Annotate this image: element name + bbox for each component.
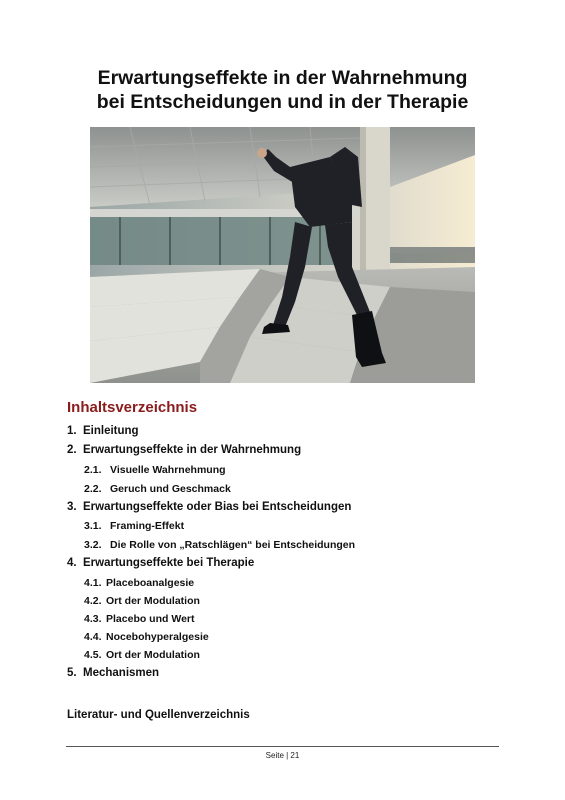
toc-item-number: 4. — [67, 557, 77, 569]
title-line-2: bei Entscheidungen und in der Therapie — [96, 91, 469, 113]
toc-item-bias-entscheidungen[interactable] — [67, 501, 351, 513]
toc-item-label: Einleitung — [83, 425, 139, 437]
toc-item-label: Nocebohyperalgesie — [106, 631, 209, 643]
toc-item-placebo-und-wert[interactable] — [84, 613, 195, 625]
toc-item-label: Geruch und Geschmack — [110, 483, 231, 495]
toc-item-placeboanalgesie[interactable] — [84, 577, 194, 589]
toc-item-label: Erwartungseffekte in der Wahrnehmung — [83, 444, 302, 456]
toc-item-number: 5. — [67, 667, 77, 679]
toc-item-geruch-geschmack[interactable] — [84, 483, 231, 495]
toc-item-number: 4.3. — [84, 613, 102, 625]
toc-item-wahrnehmung[interactable] — [67, 444, 301, 456]
toc-item-number: 4.4. — [84, 631, 102, 643]
toc-item-ort-der-modulation-1[interactable] — [84, 595, 200, 607]
toc-heading: Inhaltsverzeichnis — [67, 399, 198, 416]
businessman-running-up-stairs-illustration — [90, 127, 475, 383]
toc-item-number: 3.1. — [84, 520, 102, 532]
page-number: Seite | 21 — [265, 751, 300, 760]
toc-item-number: 2. — [67, 444, 77, 456]
title-line-1: Erwartungseffekte in der Wahrnehmung — [97, 67, 468, 89]
toc-item-number: 3.2. — [84, 539, 102, 551]
toc-item-number: 4.1. — [84, 577, 102, 589]
document-title — [0, 66, 565, 114]
toc-item-framing-effekt[interactable] — [84, 520, 184, 532]
toc-item-label: Ort der Modulation — [106, 649, 200, 661]
toc-item-nocebohyperalgesie[interactable] — [84, 631, 209, 643]
toc-item-number: 4.2. — [84, 595, 102, 607]
toc-item-number: 1. — [67, 425, 77, 437]
toc-item-ratschlaege[interactable] — [84, 539, 355, 551]
toc-item-therapie[interactable] — [67, 557, 254, 569]
toc-item-mechanismen[interactable] — [67, 667, 159, 679]
toc-item-label: Ort der Modulation — [106, 595, 200, 607]
toc-item-einleitung[interactable] — [67, 425, 139, 437]
toc-item-label: Erwartungseffekte bei Therapie — [83, 557, 255, 569]
cover-photo — [90, 127, 475, 383]
toc-item-literaturverzeichnis[interactable]: Literatur- und Quellenverzeichnis — [67, 709, 250, 721]
toc-item-label: Visuelle Wahrnehmung — [110, 464, 226, 476]
toc-item-number: 2.2. — [84, 483, 102, 495]
toc-item-visuelle-wahrnehmung[interactable] — [84, 464, 226, 476]
toc-item-number: 2.1. — [84, 464, 102, 476]
toc-item-label: Placeboanalgesie — [106, 577, 195, 589]
footer-divider — [66, 746, 499, 747]
toc-item-number: 4.5. — [84, 649, 102, 661]
toc-item-label: Framing-Effekt — [110, 520, 185, 532]
toc-item-ort-der-modulation-2[interactable] — [84, 649, 200, 661]
toc-item-label: Die Rolle von „Ratschlägen“ bei Entscheidungen — [110, 539, 356, 551]
toc-item-label: Placebo und Wert — [106, 613, 195, 625]
toc-item-label: Erwartungseffekte oder Bias bei Entscheidungen — [83, 501, 352, 513]
toc-item-label: Mechanismen — [83, 667, 160, 679]
toc-item-number: 3. — [67, 501, 77, 513]
